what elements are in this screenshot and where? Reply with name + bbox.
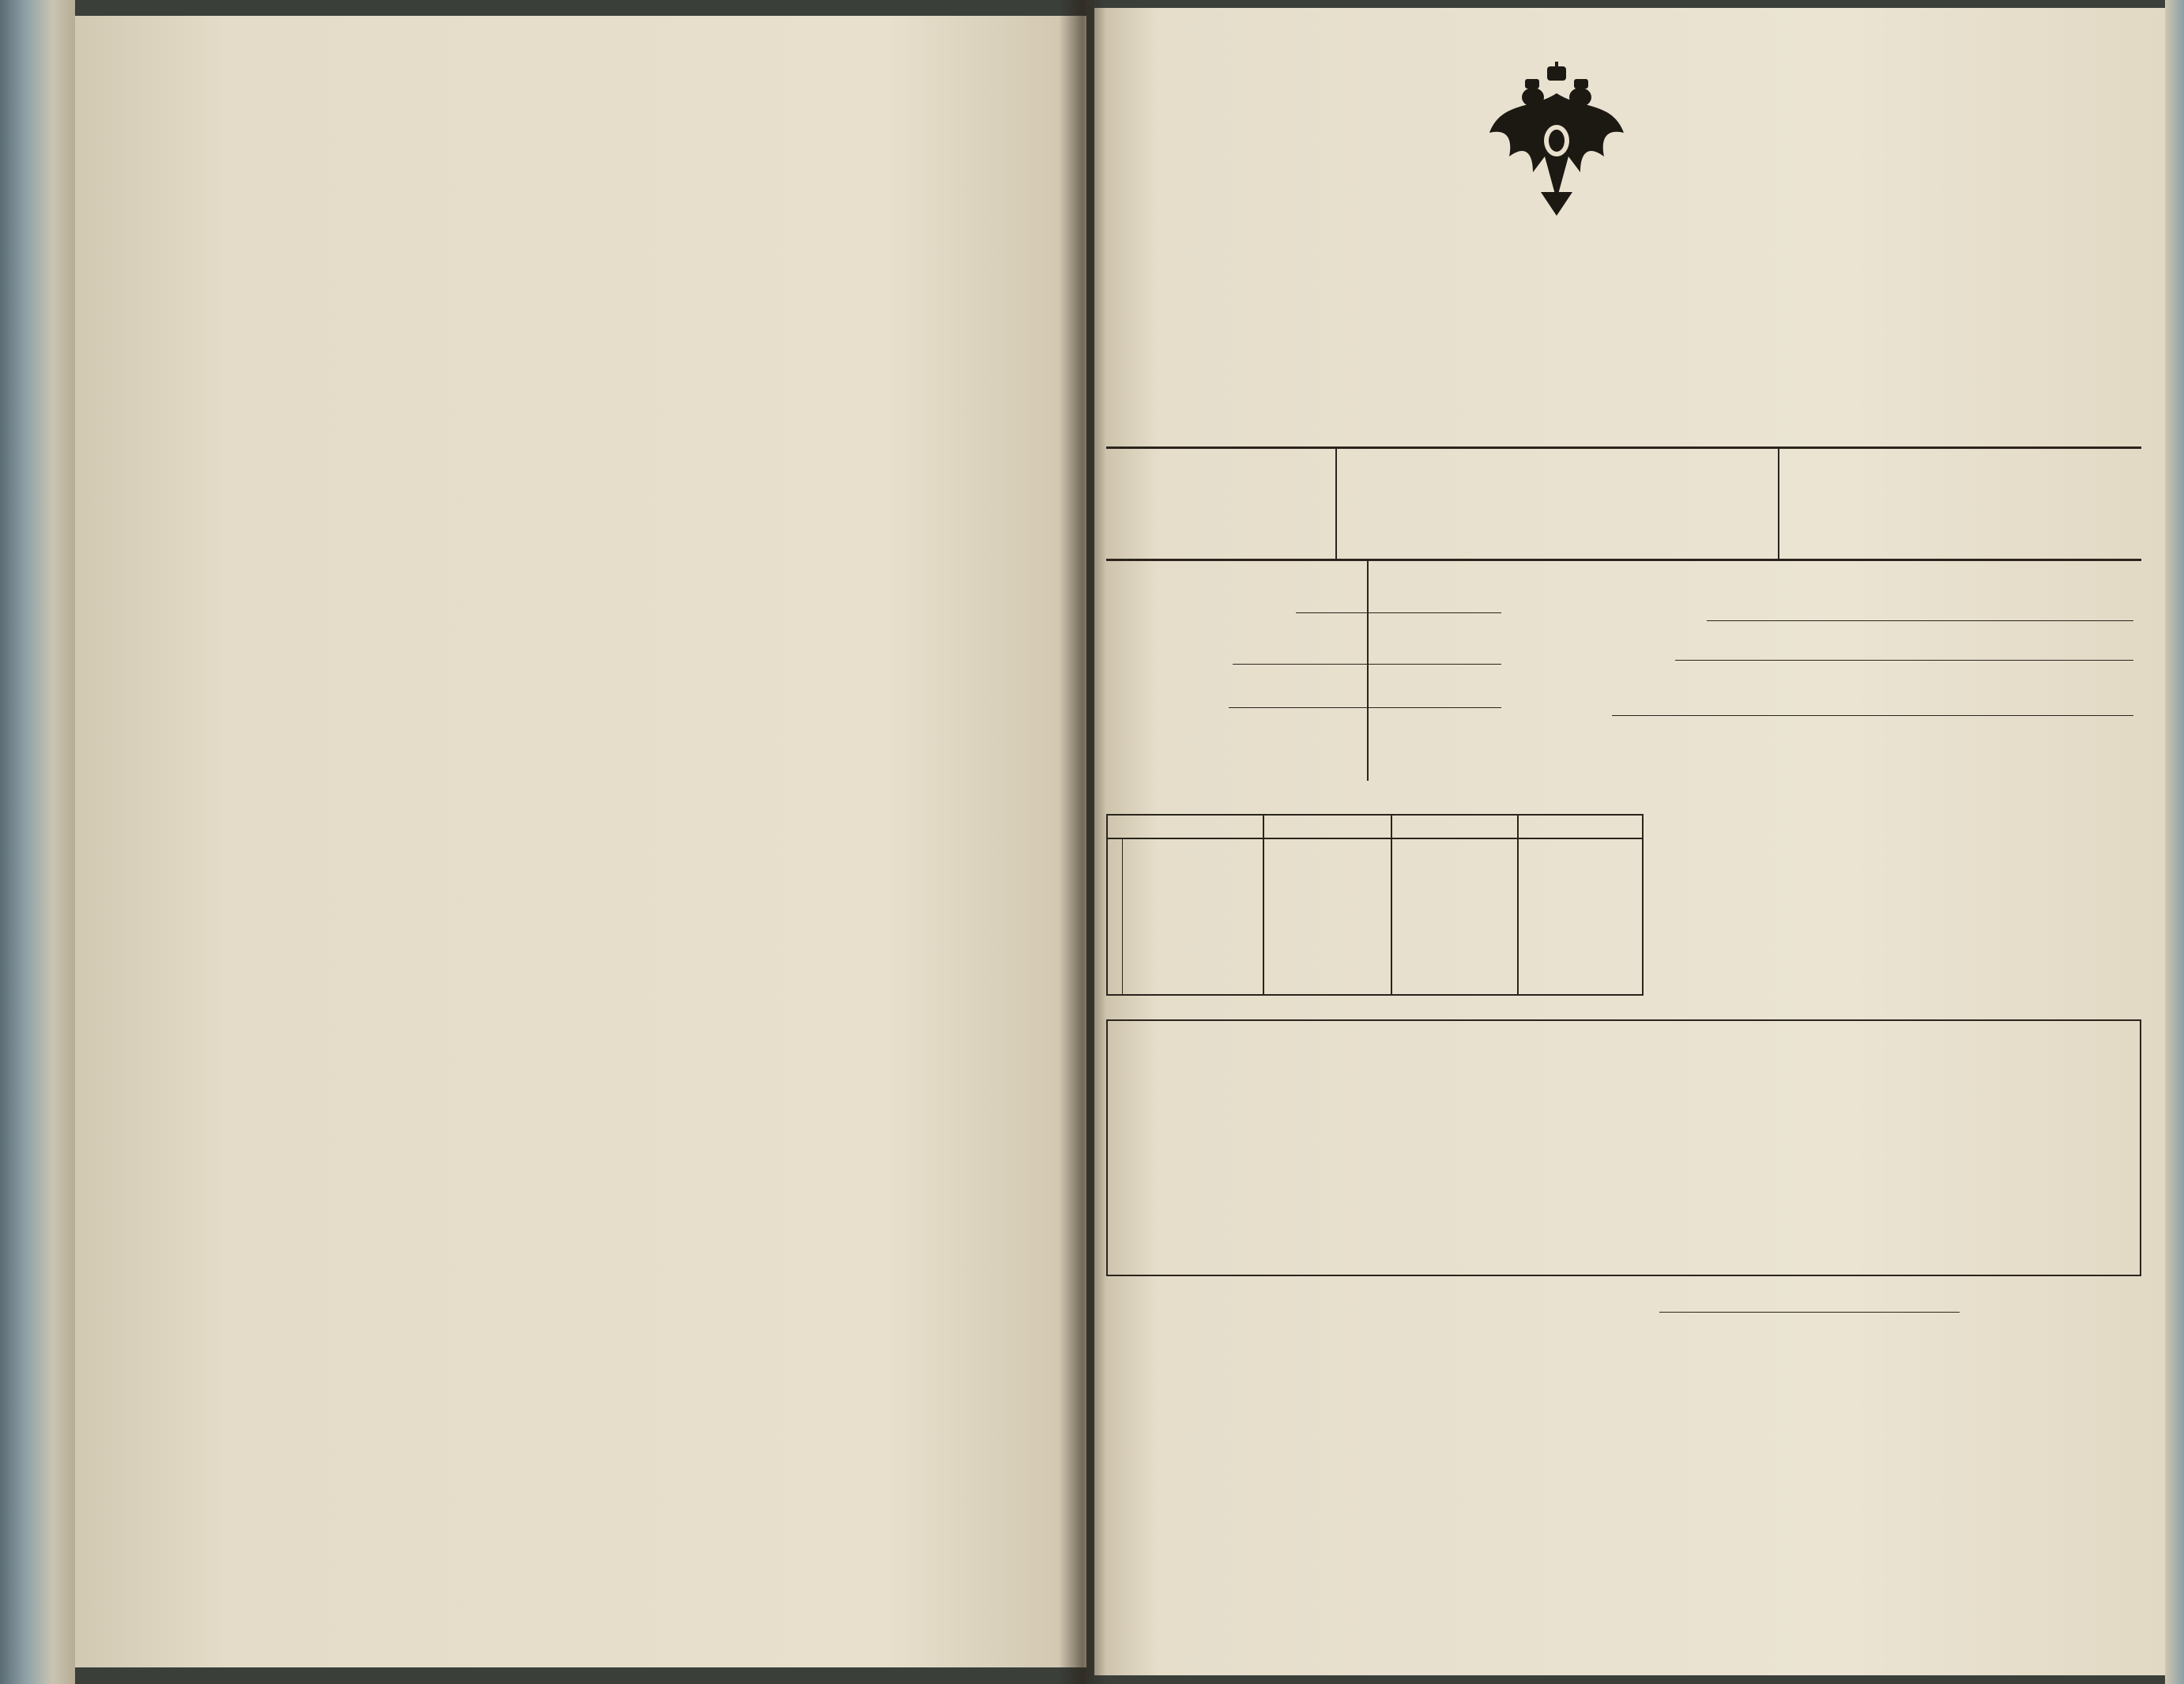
sheet-number <box>1770 59 1776 100</box>
underline <box>1229 707 1501 708</box>
book-binding <box>0 0 75 1684</box>
underline <box>1659 1312 1960 1313</box>
underline <box>1675 660 2133 661</box>
population-count-table <box>1106 1019 2141 1276</box>
divider <box>1391 814 1392 996</box>
divider <box>1367 559 1369 781</box>
divider <box>1517 814 1519 996</box>
divider <box>1106 446 2141 449</box>
rules-column-left <box>1110 1367 1624 1660</box>
instructions-column-2 <box>644 59 1075 1632</box>
rules-column-right <box>1640 1367 2141 1640</box>
underline <box>1612 715 2133 716</box>
divider <box>1263 814 1264 996</box>
divider <box>1106 559 2141 561</box>
underline <box>1707 620 2133 621</box>
instructions-column-1 <box>99 71 620 1636</box>
double-headed-eagle-emblem <box>1485 62 1628 216</box>
underline <box>1233 664 1501 665</box>
divider <box>1335 449 1337 559</box>
divider <box>1778 449 1779 559</box>
divider <box>1122 838 1123 996</box>
divider <box>1106 838 1644 839</box>
buildings-table <box>1106 814 1644 996</box>
page-edges <box>2165 0 2184 1684</box>
underline <box>1296 612 1501 613</box>
